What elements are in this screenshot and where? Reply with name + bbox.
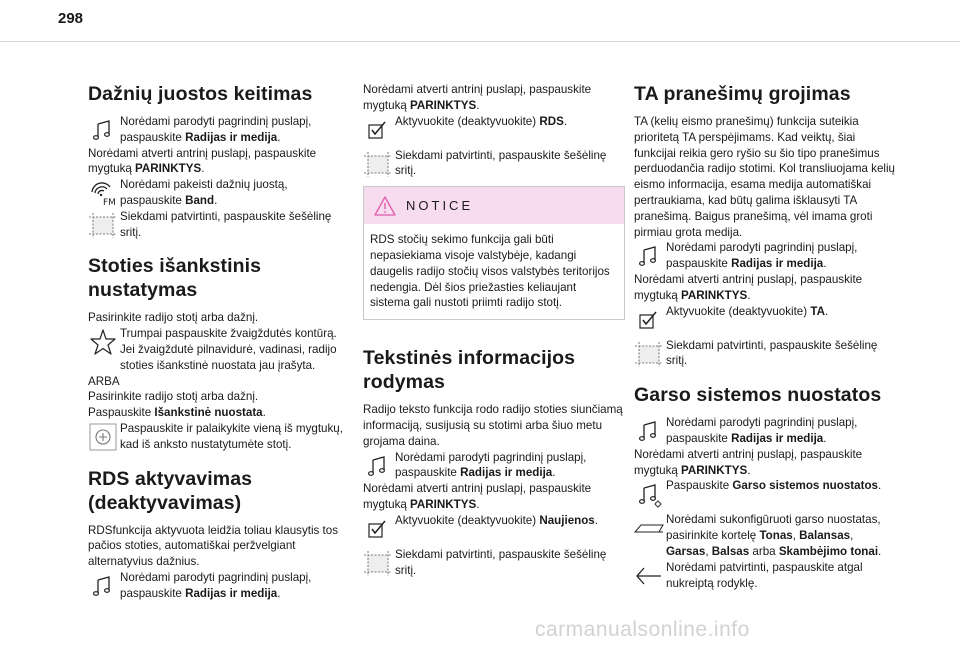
shaded-area-icon xyxy=(88,210,118,240)
section-title-rds: RDS aktyvavimas (deaktyvavimas) xyxy=(88,467,253,514)
shaded-area-icon xyxy=(363,149,393,179)
section-title-audio: Garso sistemos nuostatos xyxy=(634,384,882,407)
radio-fm-icon xyxy=(88,178,118,208)
section-title-band: Dažnių juostos keitimas xyxy=(88,83,313,105)
step-confirm: Siekdami patvirtinti, paspauskite šešėlinę sritį. xyxy=(88,209,350,241)
music-note-icon xyxy=(88,571,118,601)
step-confirm: Siekdami patvirtinti, paspauskite šešėlinę sritį. xyxy=(634,338,896,370)
step-home-page: Norėdami parodyti pagrindinį puslapį, paspauskite Radijas ir medija. xyxy=(634,415,896,447)
column-3: TA pranešimų grojimas TA (kelių eismo pranešimų) funkcija suteikia prioritetą TA perspėjimams. Kad veiktų, šiai funkcijai reikia gero ryšio su šio tipo pranešimus perduodančia radijo stotimi. Kol transliuojama kelių eismo informacija, esama medija automatiškai pertraukiama, kad būtų galima išklausyti TA pranešimą. Baigus pranešimą, vėl imama groti pirmiau grota medija. Norėdami parodyti pagrindinį puslapį, paspauskite Radijas ir medija. Norėdami atverti antrinį puslapį, paspauskite mygtuką PARINKTYS. Aktyvuokite (deaktyvuokite) TA. Siekdami patvirtinti, paspauskite šešėlinę sritį. Garso sistemos nuostatos Norėdami parodyti pagrindinį puslapį, paspauskite Radijas ir medija. Norėdami atverti antrinį puslapį, paspauskite mygtuką PARINKTYS. Paspauskite Garso sistemos nuostatos. Norėdami sukonfigūruoti garso nuostatas, pasirinkite kortelę Tonas, Balansas, Garsas, Balsas arba Skambėjimo tonai. Norėdami patvirtinti, paspauskite atgal nukreiptą rodyklę. xyxy=(634,83,895,590)
step-select-tab: Norėdami sukonfigūruoti garso nuostatas, pasirinkite kortelę Tonas, Balansas, Garsas, Balsas arba Skambėjimo tonai. xyxy=(634,512,896,559)
warning-triangle-icon xyxy=(374,196,396,216)
step-confirm: Siekdami patvirtinti, paspauskite šešėlinę sritį. xyxy=(363,547,625,579)
shaded-area-icon xyxy=(363,548,393,578)
add-preset-icon xyxy=(88,422,118,452)
step-ta-toggle: Aktyvuokite (deaktyvuokite) TA. xyxy=(634,304,896,335)
checkbox-icon xyxy=(634,305,664,335)
notice-header xyxy=(364,187,624,224)
tab-selector-icon xyxy=(634,513,664,543)
checkbox-icon xyxy=(363,115,393,145)
step-audio-settings: Paspauskite Garso sistemos nuostatos. xyxy=(634,478,896,509)
step-home-page: Norėdami parodyti pagrindinį puslapį, paspauskite Radijas ir medija. xyxy=(88,114,350,146)
section-title-presets: Stoties išankstinis nustatymas xyxy=(88,255,262,302)
step-back-arrow: Norėdami patvirtinti, paspauskite atgal nukreiptą rodyklę. xyxy=(634,560,896,592)
section-title-ta: TA pranešimų grojimas xyxy=(634,83,851,105)
svg-text:FM: FM xyxy=(103,198,116,209)
step-news-toggle: Aktyvuokite (deaktyvuokite) Naujienos. xyxy=(363,513,625,544)
column-1: Dažnių juostos keitimas Norėdami parodyti pagrindinį puslapį, paspauskite Radijas ir medija. Norėdami atverti antrinį puslapį, paspauskite mygtuką PARINKTYS. FM Norėdami pakeisti dažnių juostą, paspauskite Band. Siekdami patvirtinti, paspauskite šešėlinę sritį. Stoties išankstinis nustatymas Pasirinkite radijo stotį arba dažnį. Trumpai paspauskite žvaigždutės kontūrą. Jei žvaigždutė pilnavidurė, vadinasi, radijo stoties išankstinė nuostata jau įrašyta. ARBA Pasirinkite radijo stotį arba dažnį. Paspauskite Išankstinė nuostata. Paspauskite ir palaikykite vieną iš mygtukų, kad iš anksto nustatytumėte stotį. RDS aktyvavimas (deaktyvavimas) RDSfunkcija aktyvuota leidžia toliau klausytis tos pačios stoties, automatiškai peržvelgiant alternatyvius dažnius. Norėdami parodyti pagrindinį puslapį, paspauskite Radijas ir medija. xyxy=(88,82,350,602)
music-settings-icon xyxy=(634,479,664,509)
step-band: FM Norėdami pakeisti dažnių juostą, paspauskite Band. xyxy=(88,177,350,209)
notice-title: NOTICE xyxy=(406,198,474,214)
options-instruction: Norėdami atverti antrinį puslapį, paspauskite mygtuką PARINKTYS. xyxy=(88,146,317,176)
step-home-page: Norėdami parodyti pagrindinį puslapį, paspauskite Radijas ir medija. xyxy=(634,240,896,272)
step-star: Trumpai paspauskite žvaigždutės kontūrą. Jei žvaigždutė pilnavidurė, vadinasi, radijo stoties išankstinė nuostata jau įrašyta. xyxy=(88,326,350,373)
checkbox-icon xyxy=(363,514,393,544)
star-icon xyxy=(88,327,118,357)
section-title-radiotext: Tekstinės informacijos rodymas xyxy=(363,347,576,394)
page-number: 298 xyxy=(58,10,84,27)
step-home-page: Norėdami parodyti pagrindinį puslapį, paspauskite Radijas ir medija. xyxy=(88,570,350,602)
header-divider xyxy=(0,41,960,42)
music-note-icon xyxy=(88,115,118,145)
shaded-area-icon xyxy=(634,339,664,369)
back-arrow-icon xyxy=(634,561,664,591)
music-note-icon xyxy=(634,416,664,446)
notice-text: RDS stočių sekimo funkcija gali būti nepasiekiama visoje valstybėje, kadangi daugelis radijo stočių visos valstybės teritorijos nedengia. Dėl šios priežasties keliaujant sistema gali nustoti priimti radijo stotį. xyxy=(370,233,610,310)
step-rds-toggle: Aktyvuokite (deaktyvuokite) RDS. xyxy=(363,114,625,145)
step-confirm: Siekdami patvirtinti, paspauskite šešėlinę sritį. xyxy=(363,148,625,180)
music-note-icon xyxy=(634,241,664,271)
step-home-page: Norėdami parodyti pagrindinį puslapį, paspauskite Radijas ir medija. xyxy=(363,450,625,482)
music-note-icon xyxy=(363,451,393,481)
notice-box xyxy=(363,186,625,320)
column-2: Norėdami atverti antrinį puslapį, paspauskite mygtuką PARINKTYS. Aktyvuokite (deaktyvuokite) RDS. Siekdami patvirtinti, paspauskite šešėlinę sritį. NOTICE RDS stočių sekimo funkcija gali būti nepasiekiama visoje valstybėje, kadangi daugelis radijo stočių visos valstybės teritorijos nedengia. Dėl šios priežasties keliaujant sistema gali nustoti priimti radijo stotį. Tekstinės informacijos rodymas Radijo teksto funkcija rodo radijo stoties siunčiamą informaciją, susijusią su stotimi arba šiuo metu grojama daina. Norėdami parodyti pagrindinį puslapį, paspauskite Radijas ir medija. Norėdami atverti antrinį puslapį, paspauskite mygtuką PARINKTYS. Aktyvuokite (deaktyvuokite) Naujienos. Siekdami patvirtinti, paspauskite šešėlinę sritį. xyxy=(363,82,625,578)
step-preset-button: Paspauskite ir palaikykite vieną iš mygtukų, kad iš anksto nustatytumėte stotį. xyxy=(88,421,350,453)
watermark: carmanualsonline.info xyxy=(535,618,750,641)
